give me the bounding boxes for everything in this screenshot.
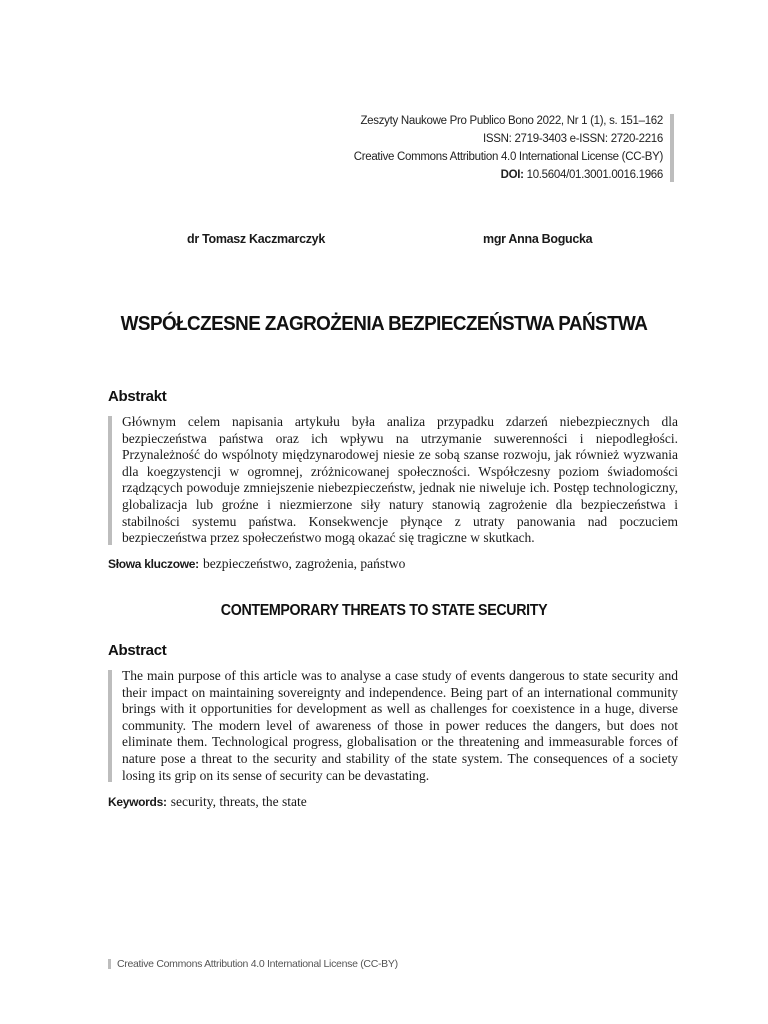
keywords-en [108,794,307,810]
keywords-label-en: Keywords: [108,795,167,809]
author-name: mgr Anna Bogucka [483,232,593,246]
journal-citation: Zeszyty Naukowe Pro Publico Bono 2022, Nr 1 (1), s. 151–162 [360,115,663,127]
footer-license: Creative Commons Attribution 4.0 International License (CC-BY) [117,958,398,970]
keywords-label-pl: Słowa kluczowe: [108,557,199,571]
abstract-accent-bar [108,416,112,545]
keywords-values-pl: bezpieczeństwo, zagrożenia, państwo [203,556,406,571]
abstract-text-pl: Głównym celem napisania artykułu była analiza przypadku zdarzeń niebezpiecznych dla bezpieczeństwa państwa oraz ich wpływu na utrzymanie suwerenności i niepodległości. Przynależność do wspólnoty międzynarodowej niesie ze sobą szanse rozwoju, jak również wyzwania dla koegzystencji w ogromnej, zróżnicowanej społeczności. Współczesny poziom świadomości rządzących powoduje zmniejszenie niebezpieczeństw, jednak nie niweluje ich. Postęp technologiczny, globalizacja lub groźne i niezmierzone siły natury stanowią zagrożenie dla bezpieczeństwa i stabilności systemu państwa. Konsekwencje płynące z utraty panowania nad poczuciem bezpieczeństwa przez społeczeństwo mogą okazać się tragiczne w skutkach. [122,414,678,546]
doi-value: 10.5604/01.3001.0016.1966 [526,169,663,181]
abstract-body-pl [108,414,678,547]
abstract-body-en [108,668,678,784]
abstract-text-en: The main purpose of this article was to analyse a case study of events dangerous to state security and their impact on maintaining sovereignty and independence. Being part of an international community brings with it opportunities for development as well as challenges for coexistence in a huge, diverse community. The modern level of awareness of those in power reduces the dangers, but does not eliminate them. Technological progress, globalisation or the threatening and immeasurable forces of nature pose a threat to the security and stability of the state system. The consequences of a society losing its grip on its sense of security can be devastating. [122,668,678,783]
journal-header [354,112,663,184]
keywords-values-en: security, threats, the state [170,794,307,809]
header-accent-bar [670,114,674,182]
keywords-pl [108,556,405,572]
abstract-heading-en: Abstract [108,642,167,659]
doi-label: DOI: [500,169,524,181]
footer-accent-bar [108,959,111,969]
abstract-heading-pl: Abstrakt [108,388,167,405]
journal-license: Creative Commons Attribution 4.0 International License (CC-BY) [353,151,663,163]
page-footer [108,958,398,970]
article-title-en: CONTEMPORARY THREATS TO STATE SECURITY [220,602,548,619]
abstract-accent-bar [108,670,112,782]
article-title-pl: WSPÓŁCZESNE ZAGROŻENIA BEZPIECZEŃSTWA PAŃSTWA [120,312,648,335]
journal-issn: ISSN: 2719-3403 e-ISSN: 2720-2216 [483,133,663,145]
author-name: dr Tomasz Kaczmarczyk [187,232,325,246]
journal-doi [354,166,663,184]
